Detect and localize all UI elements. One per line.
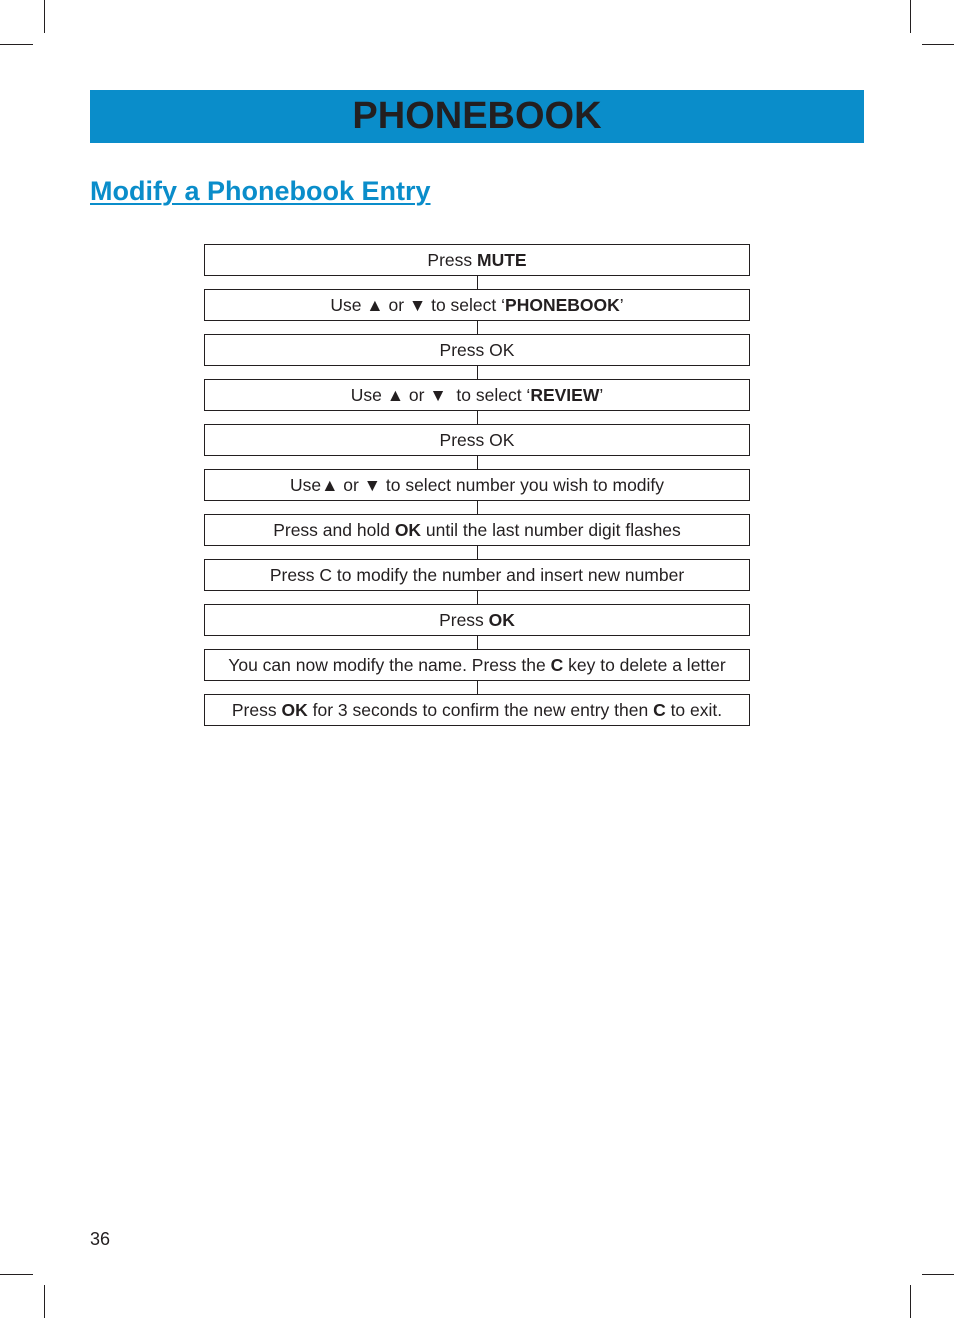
page-title: PHONEBOOK: [352, 95, 602, 137]
section-title: Modify a Phonebook Entry: [90, 176, 431, 206]
step-text: Use▲ or ▼ to select number you wish to modify: [289, 474, 665, 495]
flow-step: [204, 289, 750, 321]
step-text: key to delete a letter: [563, 654, 726, 675]
crop-mark: [44, 1285, 45, 1318]
flow-connector: [477, 456, 478, 469]
step-keyword: REVIEW: [530, 384, 600, 405]
step-text: Press and hold: [273, 519, 395, 540]
flow-step: [204, 559, 750, 591]
step-text: Use ▲ or ▼ to select ‘: [330, 294, 506, 315]
step-keyword: OK: [394, 519, 422, 540]
step-keyword: C: [550, 654, 564, 675]
crop-mark: [910, 1285, 911, 1318]
step-keyword: OK: [281, 699, 308, 720]
step-text: for 3 seconds to confirm the new entry then: [307, 699, 654, 720]
step-text: Press: [231, 699, 282, 720]
step-keyword: MUTE: [477, 249, 527, 270]
crop-mark: [910, 0, 911, 33]
step-text: ’: [599, 384, 604, 405]
flow-step: [204, 514, 750, 546]
flow-connector: [477, 636, 478, 649]
flow-step: [204, 694, 750, 726]
flow-connector: [477, 681, 478, 694]
flow-connector: [477, 276, 478, 289]
step-text: ’: [619, 294, 624, 315]
step-text: You can now modify the name. Press the: [228, 654, 551, 675]
flow-step: [204, 649, 750, 681]
flow-step: [204, 469, 750, 501]
flow-connector: [477, 546, 478, 559]
step-flowchart: [204, 244, 750, 726]
step-keyword: PHONEBOOK: [505, 294, 620, 315]
step-text: Press: [439, 609, 489, 630]
flow-connector: [477, 501, 478, 514]
step-keyword: OK: [488, 609, 515, 630]
crop-mark: [922, 1274, 954, 1275]
flow-connector: [477, 591, 478, 604]
header-banner: [90, 90, 864, 143]
step-text: Use ▲ or ▼ to select ‘: [350, 384, 531, 405]
flow-connector: [477, 321, 478, 334]
crop-mark: [0, 1274, 33, 1275]
flow-step: [204, 424, 750, 456]
crop-mark: [44, 0, 45, 33]
flow-step: [204, 244, 750, 276]
flow-step: [204, 334, 750, 366]
flow-step: [204, 379, 750, 411]
flow-connector: [477, 366, 478, 379]
step-text: Press OK: [439, 339, 515, 360]
page-number: 36: [90, 1229, 111, 1249]
crop-mark: [0, 44, 33, 45]
step-text: Press C to modify the number and insert new number: [269, 564, 685, 585]
crop-mark: [922, 44, 954, 45]
step-keyword: C: [653, 699, 666, 720]
step-text: Press: [427, 249, 478, 270]
step-text: until the last number digit flashes: [421, 519, 681, 540]
flow-connector: [477, 411, 478, 424]
step-text: Press OK: [439, 429, 515, 450]
step-text: to exit.: [665, 699, 723, 720]
flow-step: [204, 604, 750, 636]
